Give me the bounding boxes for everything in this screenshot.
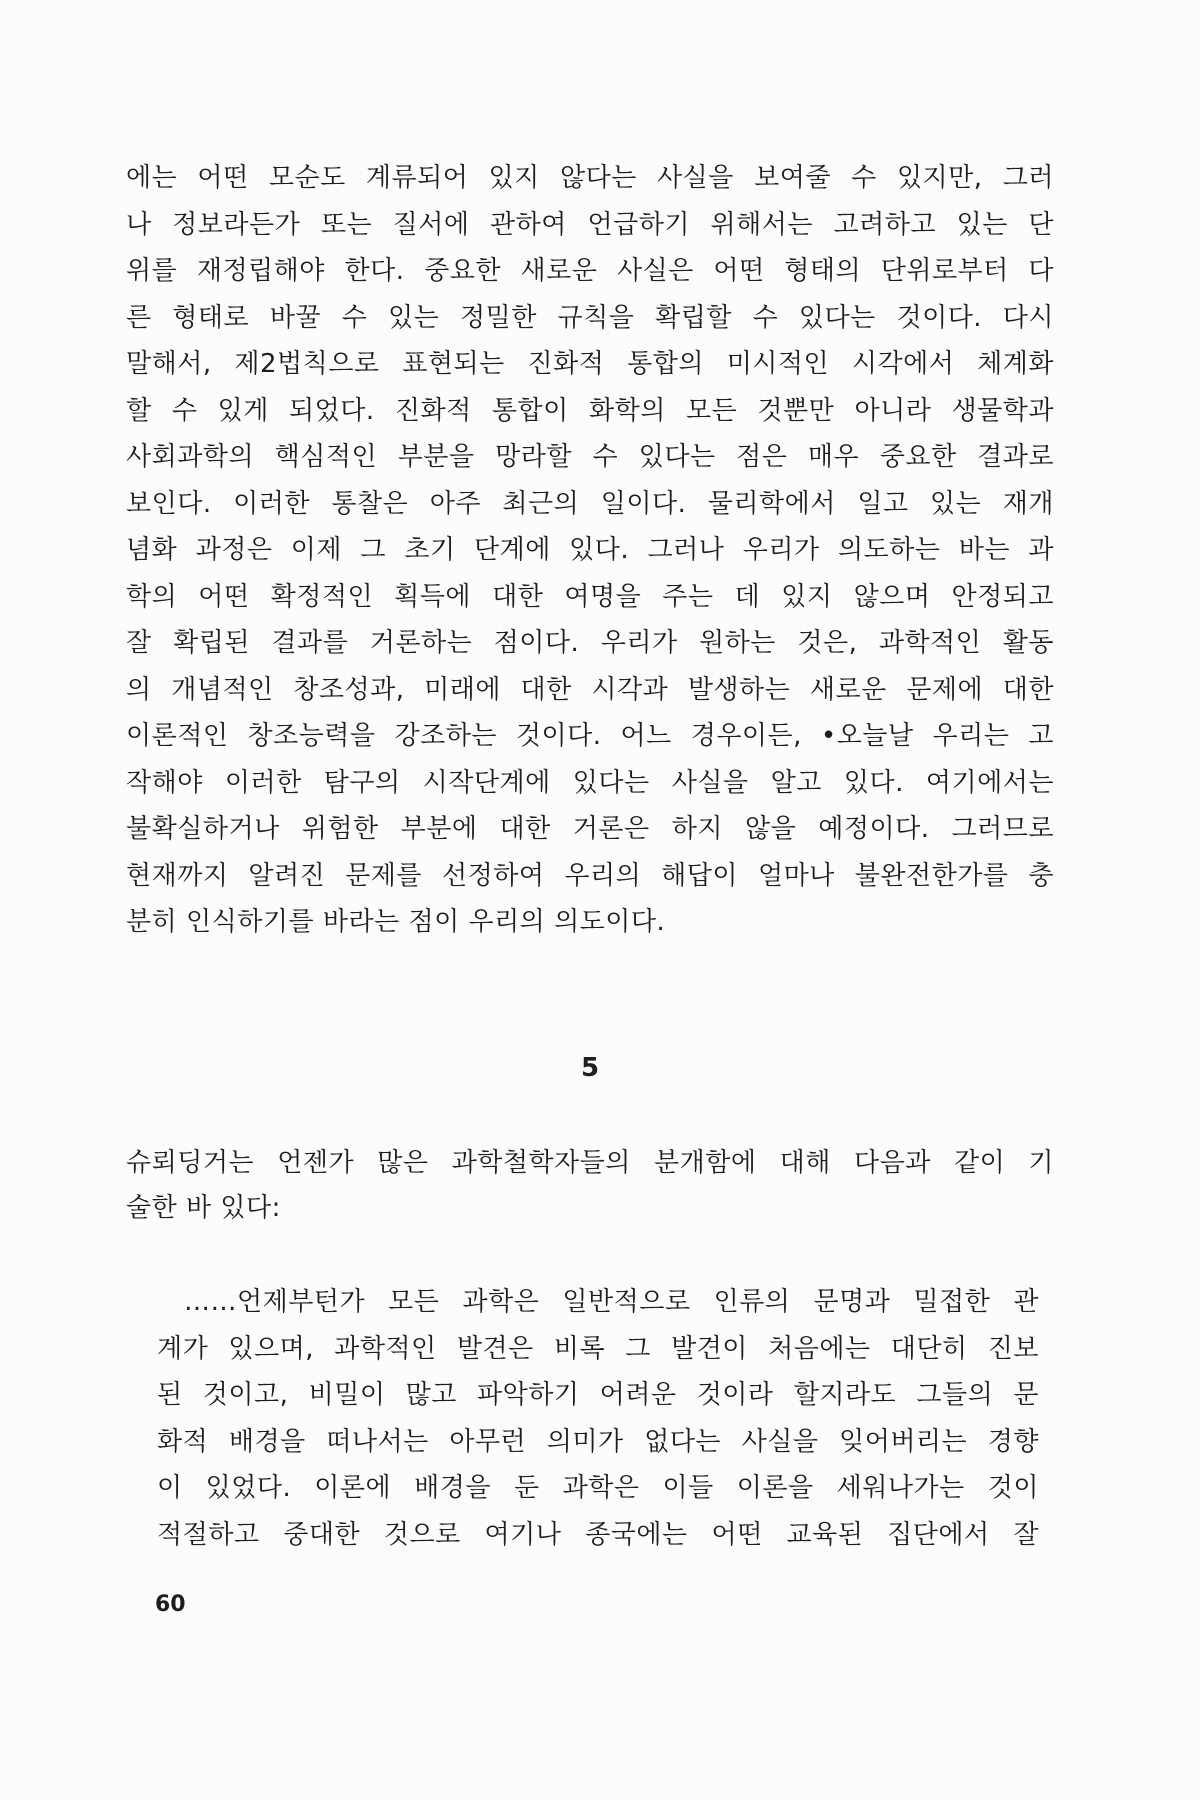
intro-text-line: 슈뢰딩거는 언젠가 많은 과학철학자들의 분개함에 대해 다음과 같이 기 <box>126 1148 1054 1178</box>
intro-paragraph <box>126 1141 1054 1231</box>
quote-text-line: 이 있었다. 이론에 배경을 둔 과학은 이들 이론을 세워나가는 것이 <box>157 1473 1039 1503</box>
body-text-line: 념화 과정은 이제 그 초기 단계에 있다. 그러나 우리가 의도하는 바는 과 <box>126 535 1054 565</box>
body-text-line: 현재까지 알려진 문제를 선정하여 우리의 해답이 얼마나 불완전한가를 충 <box>126 860 1054 891</box>
body-text-line: 말해서, 제2법칙으로 표현되는 진화적 통합의 미시적인 시각에서 체계화 <box>126 349 1054 379</box>
body-text-line: 불확실하거나 위험한 부분에 대한 거론은 하지 않을 예정이다. 그러므로 <box>126 814 1054 844</box>
body-text-line: 작해야 이러한 탐구의 시작단계에 있다는 사실을 알고 있다. 여기에서는 <box>126 767 1054 798</box>
body-text-line: 할 수 있게 되었다. 진화적 통합이 화학의 모든 것뿐만 아니라 생물학과 <box>126 395 1054 426</box>
quote-text-line: ……언제부턴가 모든 과학은 일반적으로 인류의 문명과 밀접한 관 <box>184 1287 1039 1317</box>
body-text-line: 의 개념적인 창조성과, 미래에 대한 시각과 발생하는 새로운 문제에 대한 <box>126 674 1054 705</box>
quote-text-line: 화적 배경을 떠나서는 아무런 의미가 없다는 사실을 잊어버리는 경향 <box>157 1426 1039 1457</box>
body-text-line: 보인다. 이러한 통찰은 아주 최근의 일이다. 물리학에서 일고 있는 재개 <box>126 488 1054 519</box>
body-paragraph <box>126 155 1054 946</box>
body-text-line: 잘 확립된 결과를 거론하는 점이다. 우리가 원하는 것은, 과학적인 활동 <box>126 628 1054 658</box>
body-text-line: 나 정보라든가 또는 질서에 관하여 언급하기 위해서는 고려하고 있는 단 <box>126 209 1054 240</box>
body-text-line: 학의 어떤 확정적인 획득에 대한 여명을 주는 데 있지 않으며 안정되고 <box>126 581 1054 612</box>
body-text-line: 이론적인 창조능력을 강조하는 것이다. 어느 경우이든, •오늘날 우리는 고 <box>126 721 1054 751</box>
body-text-line: 분히 인식하기를 바라는 점이 우리의 의도이다. <box>126 907 666 937</box>
section-number: 5 <box>580 1053 600 1083</box>
quote-text-line: 적절하고 중대한 것으로 여기나 종국에는 어떤 교육된 집단에서 잘 <box>157 1519 1039 1550</box>
block-quote <box>157 1279 1039 1558</box>
quote-text-line: 된 것이고, 비밀이 많고 파악하기 어려운 것이라 할지라도 그들의 문 <box>157 1380 1039 1410</box>
quote-text-line: 계가 있으며, 과학적인 발견은 비록 그 발견이 처음에는 대단히 진보 <box>157 1333 1039 1364</box>
page-number: 60 <box>155 1592 186 1617</box>
body-text-line: 른 형태로 바꿀 수 있는 정밀한 규칙을 확립할 수 있다는 것이다. 다시 <box>126 302 1054 333</box>
body-text-line: 위를 재정립해야 한다. 중요한 새로운 사실은 어떤 형태의 단위로부터 다 <box>126 256 1054 286</box>
body-text-line: 사회과학의 핵심적인 부분을 망라할 수 있다는 점은 매우 중요한 결과로 <box>126 442 1054 472</box>
intro-text-line: 술한 바 있다: <box>126 1193 281 1223</box>
body-text-line: 에는 어떤 모순도 계류되어 있지 않다는 사실을 보여줄 수 있지만, 그러 <box>126 163 1054 193</box>
